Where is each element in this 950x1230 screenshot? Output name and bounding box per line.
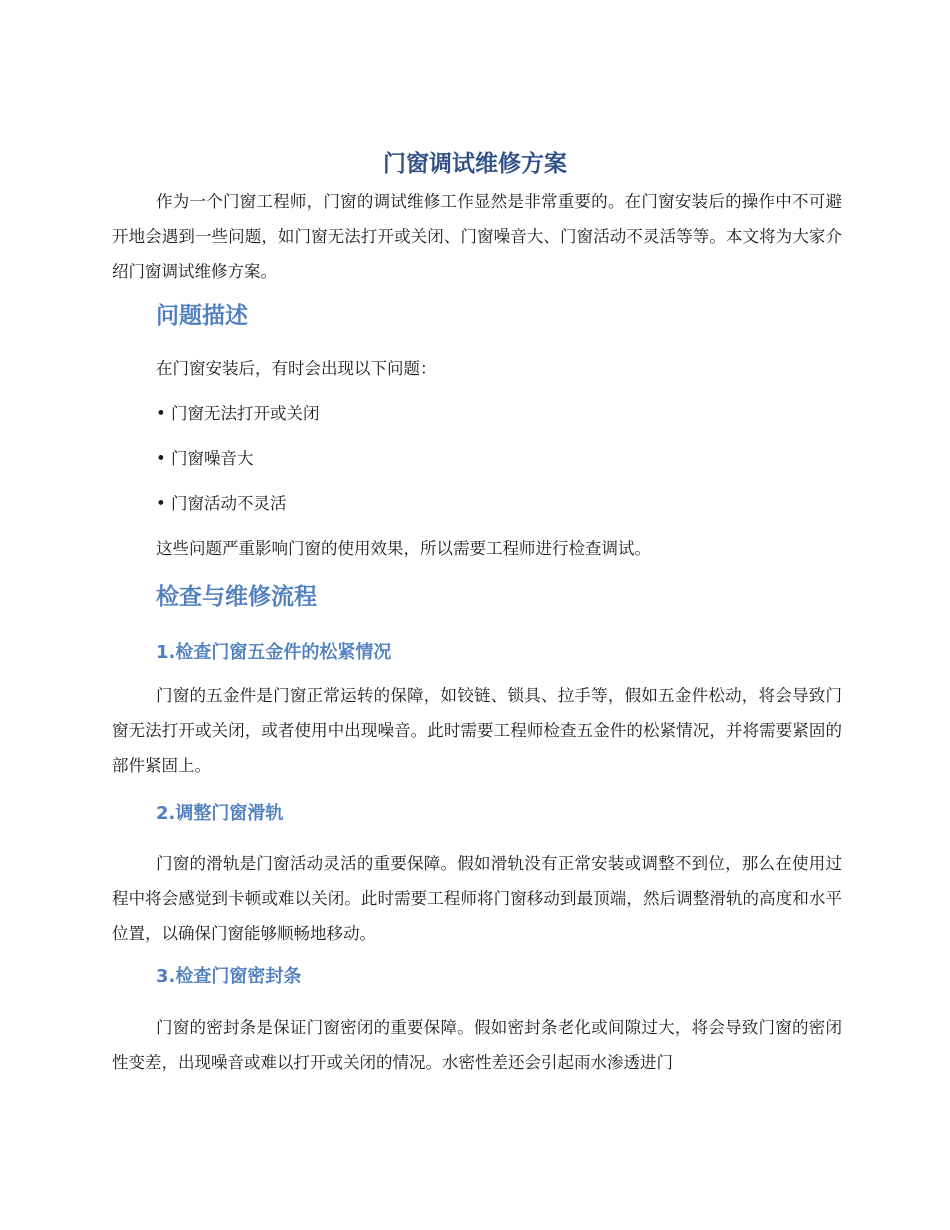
problem-bullet-item: • 门窗活动不灵活 bbox=[156, 494, 287, 513]
section-heading-procedure: 检查与维修流程 bbox=[156, 584, 317, 610]
problem-bullet-item: • 门窗噪音大 bbox=[156, 449, 254, 468]
section-heading-problems: 问题描述 bbox=[156, 303, 248, 329]
step-body-seal: 门窗的密封条是保证门窗密闭的重要保障。假如密封条老化或间隙过大，将会导致门窗的密闭性变差，出现噪音或难以打开或关闭的情况。水密性差还会引起雨水渗透进门 bbox=[112, 1018, 842, 1072]
intro-paragraph: 作为一个门窗工程师，门窗的调试维修工作显然是非常重要的。在门窗安装后的操作中不可避开地会遇到一些问题，如门窗无法打开或关闭、门窗噪音大、门窗活动不灵活等等。本文将为大家介绍门窗调试维修方案。 bbox=[112, 192, 842, 281]
problems-lead-text: 在门窗安装后，有时会出现以下问题： bbox=[156, 359, 437, 378]
step-body-hardware: 门窗的五金件是门窗正常运转的保障，如铰链、锁具、拉手等，假如五金件松动，将会导致门窗无法打开或关闭，或者使用中出现噪音。此时需要工程师检查五金件的松紧情况，并将需要紧固的部件紧固上。 bbox=[112, 686, 842, 775]
step-heading-hardware: 1.检查门窗五金件的松紧情况 bbox=[156, 642, 392, 663]
step-heading-rail: 2.调整门窗滑轨 bbox=[156, 803, 284, 824]
problem-bullet-item: • 门窗无法打开或关闭 bbox=[156, 404, 320, 423]
problems-closing-text: 这些问题严重影响门窗的使用效果，所以需要工程师进行检查调试。 bbox=[156, 539, 651, 558]
document-title: 门窗调试维修方案 bbox=[383, 151, 567, 177]
step-heading-seal: 3.检查门窗密封条 bbox=[156, 966, 302, 987]
step-body-rail: 门窗的滑轨是门窗活动灵活的重要保障。假如滑轨没有正常安装或调整不到位，那么在使用过程中将会感觉到卡顿或难以关闭。此时需要工程师将门窗移动到最顶端，然后调整滑轨的高度和水平位置，以确保门窗能够顺畅地移动。 bbox=[112, 854, 842, 943]
